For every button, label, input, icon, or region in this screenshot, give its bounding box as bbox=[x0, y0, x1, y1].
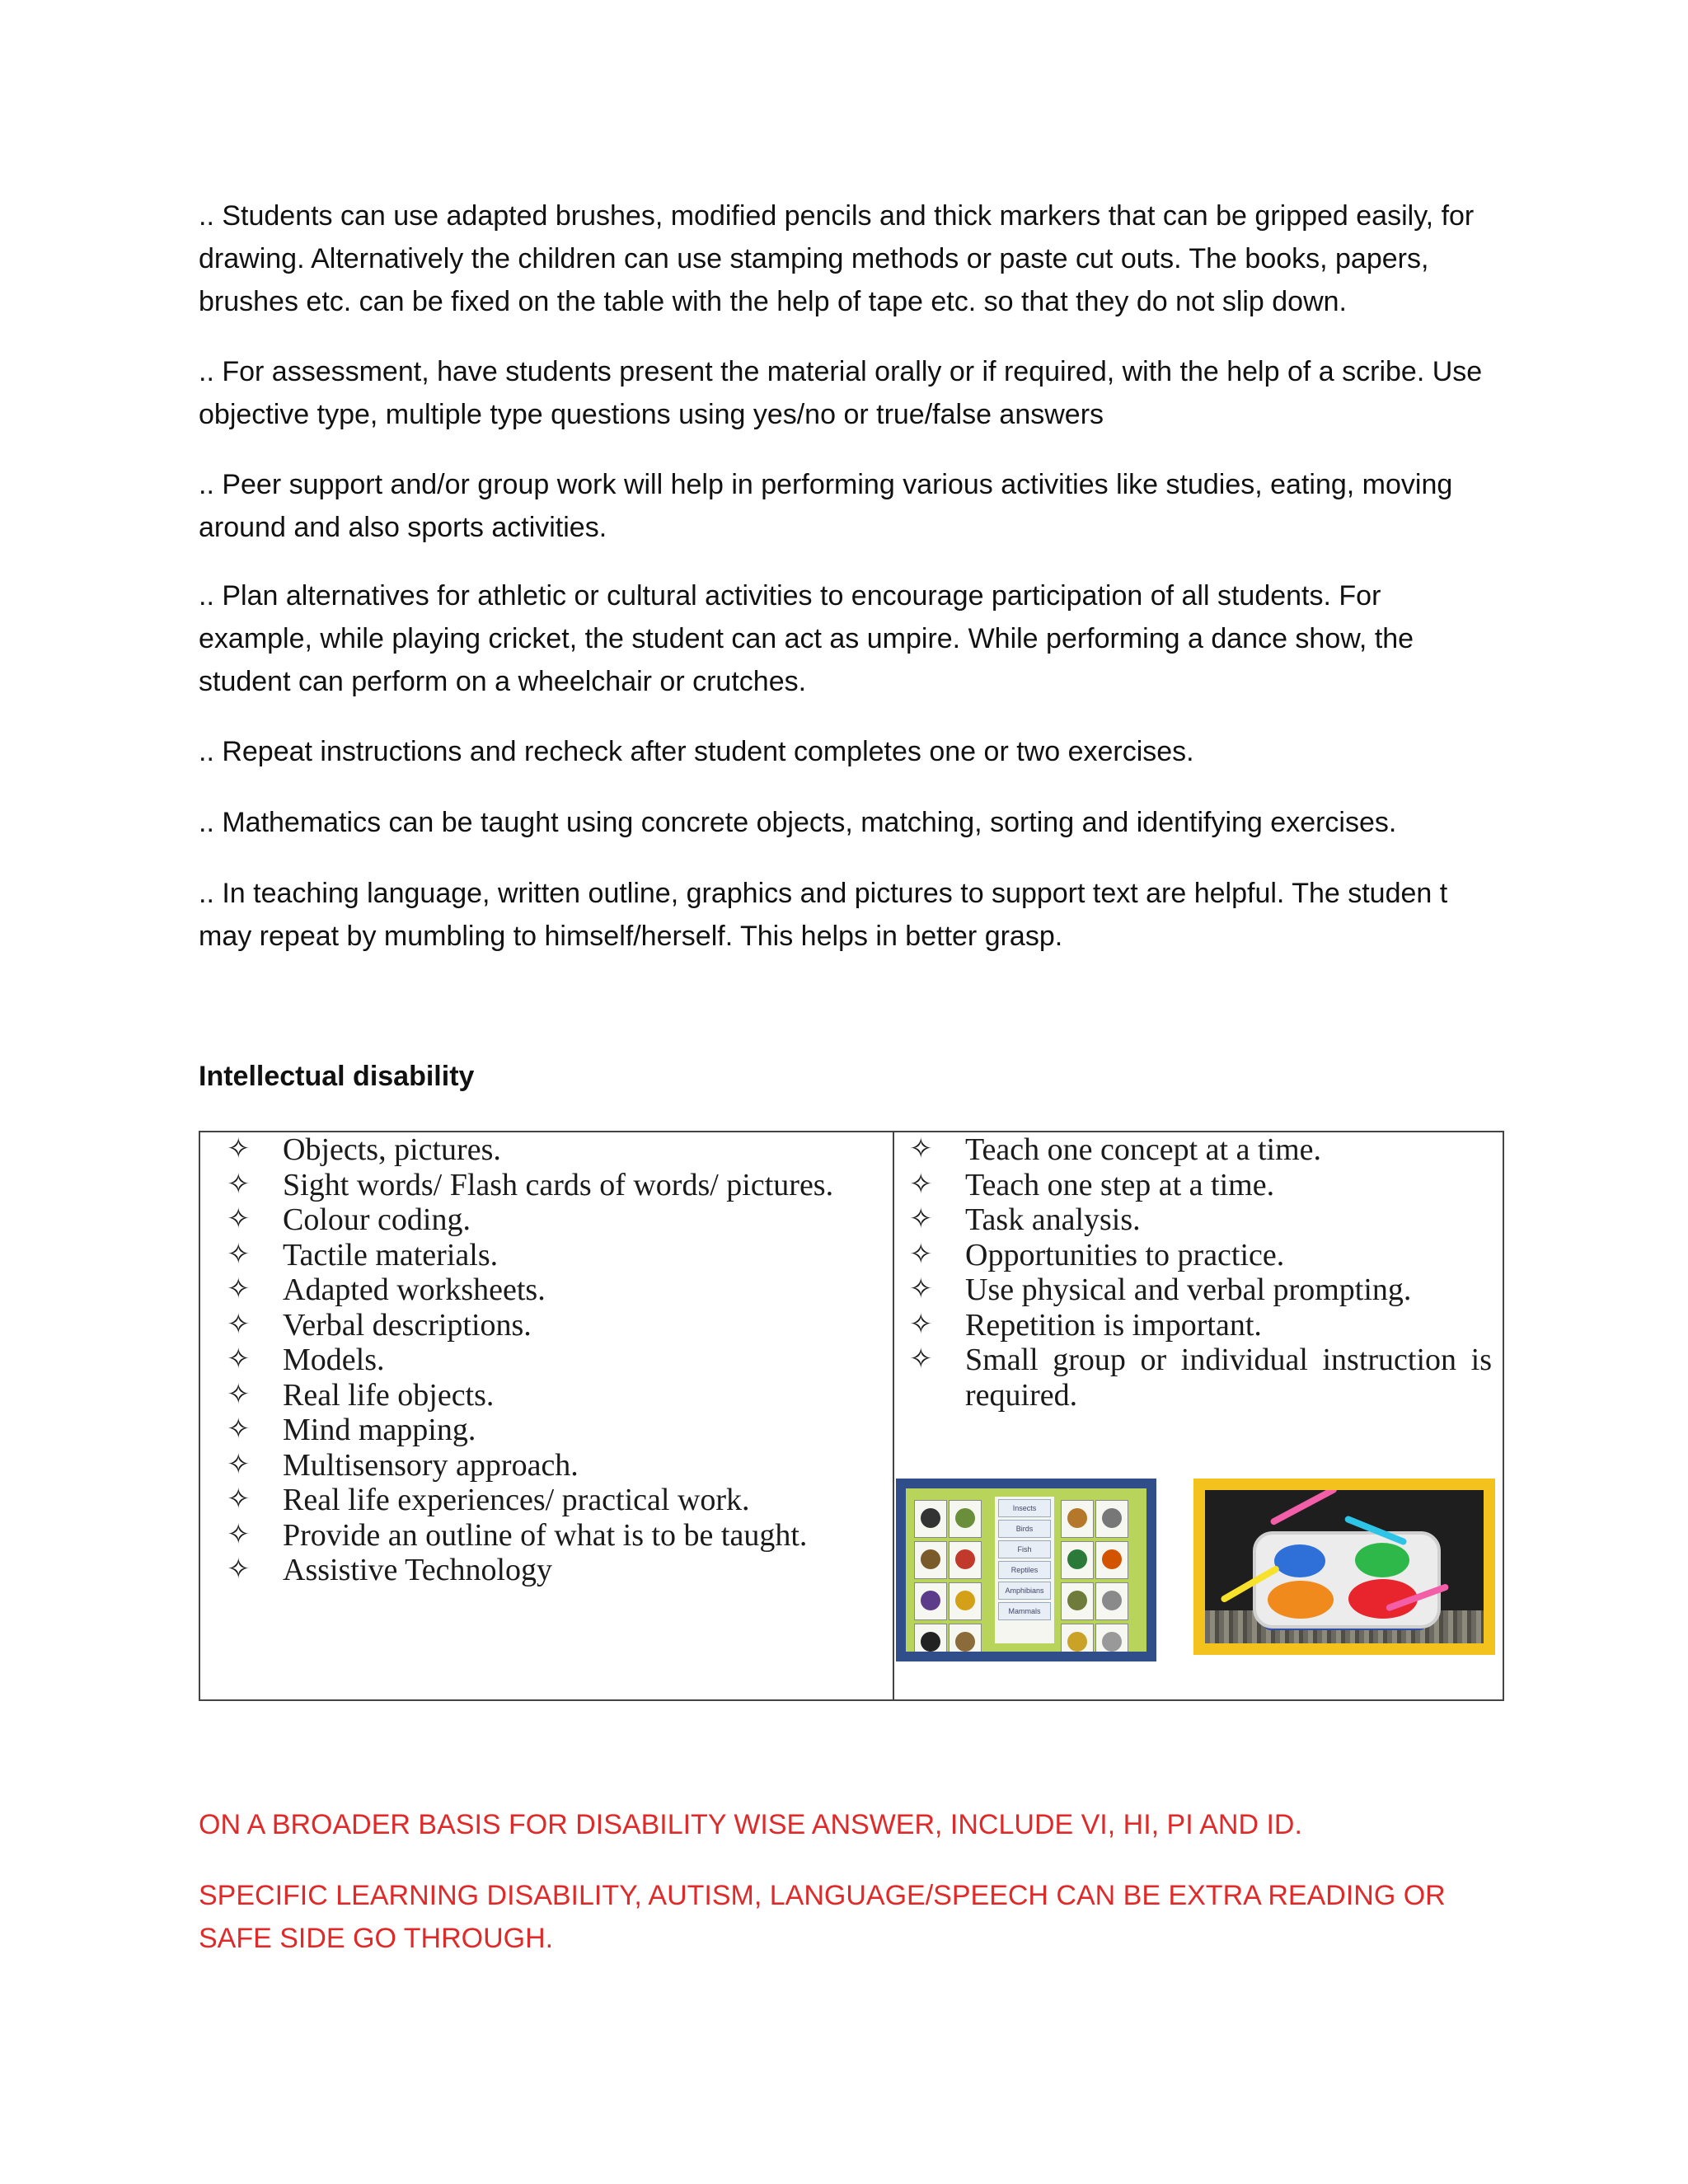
animal-classification-cards-image bbox=[896, 1479, 1156, 1661]
animal-card bbox=[1095, 1500, 1128, 1538]
paragraph-assessment: .. For assessment, have students present the material orally or if required, with the help of a scribe. Use objective type, multiple type questions using yes/no or true/false answers bbox=[199, 356, 1483, 430]
left-strategy-list bbox=[220, 1132, 879, 1588]
list-item: ✧ Objects, pictures. bbox=[227, 1132, 501, 1167]
list-item: ✧ Colour coding. bbox=[227, 1202, 471, 1237]
paragraph-plan-alternatives: .. Plan alternatives for athletic or cultural activities to encourage participation of all students. For example, while playing cricket, the student can act as umpire. While performing a dance show, the student can perform on a wheelchair or crutches. bbox=[199, 580, 1414, 697]
card-board bbox=[906, 1488, 1146, 1652]
note-extra-reading: SPECIFIC LEARNING DISABILITY, AUTISM, LANGUAGE/SPEECH CAN BE EXTRA READING OR SAFE SIDE GO THROUGH. bbox=[199, 1880, 1446, 1954]
list-item: ✧ Small group or individual instruction is required. bbox=[909, 1343, 1492, 1413]
list-item: ✧ Provide an outline of what is to be taught. bbox=[227, 1517, 808, 1553]
star-bullet-icon: ✧ bbox=[909, 1239, 933, 1270]
animal-card bbox=[949, 1582, 982, 1620]
animal-card bbox=[1061, 1624, 1094, 1652]
star-bullet-icon: ✧ bbox=[909, 1169, 933, 1200]
star-bullet-icon: ✧ bbox=[227, 1239, 251, 1270]
animal-card bbox=[914, 1500, 947, 1538]
animal-card bbox=[1061, 1541, 1094, 1579]
note-broader-basis: ON A BROADER BASIS FOR DISABILITY WISE ANSWER, INCLUDE VI, HI, PI AND ID. bbox=[199, 1809, 1302, 1840]
right-strategy-list bbox=[903, 1132, 1492, 1413]
star-bullet-icon: ✧ bbox=[227, 1344, 251, 1375]
animal-card bbox=[914, 1541, 947, 1579]
green-paint bbox=[1355, 1543, 1409, 1577]
list-item: ✧ Repetition is important. bbox=[909, 1307, 1262, 1343]
colour-sorting-tray-image bbox=[1193, 1479, 1495, 1655]
paint-tray bbox=[1253, 1531, 1441, 1629]
animal-card bbox=[1061, 1582, 1094, 1620]
animal-card bbox=[949, 1541, 982, 1579]
animal-card bbox=[1061, 1500, 1094, 1538]
orange-paint bbox=[1268, 1581, 1334, 1619]
star-bullet-icon: ✧ bbox=[909, 1309, 933, 1340]
list-item: ✧ Models. bbox=[227, 1343, 385, 1377]
animal-card bbox=[1095, 1582, 1128, 1620]
list-item: ✧ Multisensory approach. bbox=[227, 1447, 579, 1483]
tray-photo bbox=[1205, 1490, 1484, 1643]
star-bullet-icon: ✧ bbox=[227, 1519, 251, 1550]
paragraph-adapted-brushes: .. Students can use adapted brushes, modified pencils and thick markers that can be gripped easily, for drawing. Alternatively the children can use stamping methods or paste cut outs. The books, papers, brushes etc. can be fixed on the table with the help of tape etc. so that they do not slip down. bbox=[199, 200, 1475, 317]
animal-card bbox=[914, 1624, 947, 1652]
list-item: ✧ Sight words/ Flash cards of words/ pictures. bbox=[227, 1167, 834, 1202]
animal-card bbox=[1095, 1624, 1128, 1652]
list-item: ✧ Assistive Technology bbox=[227, 1553, 553, 1587]
category-labels: Insects Birds Fish Reptiles Amphibians Mammals bbox=[995, 1497, 1054, 1643]
list-item: ✧ Teach one step at a time. bbox=[909, 1167, 1275, 1202]
star-bullet-icon: ✧ bbox=[227, 1554, 251, 1585]
animal-card bbox=[914, 1582, 947, 1620]
list-item: ✧ Real life experiences/ practical work. bbox=[227, 1483, 750, 1517]
star-bullet-icon: ✧ bbox=[909, 1274, 933, 1305]
star-bullet-icon: ✧ bbox=[227, 1274, 251, 1305]
animal-card bbox=[1095, 1541, 1128, 1579]
list-item: ✧ Mind mapping. bbox=[227, 1413, 476, 1447]
star-bullet-icon: ✧ bbox=[909, 1204, 933, 1235]
paragraph-teaching-language: .. In teaching language, written outline, graphics and pictures to support text are helpful. The studen t may repeat by mumbling to himself/herself. This helps in better grasp. bbox=[199, 878, 1448, 952]
pink-stick bbox=[1269, 1490, 1338, 1526]
star-bullet-icon: ✧ bbox=[227, 1379, 251, 1410]
paragraph-repeat-instructions: .. Repeat instructions and recheck after student completes one or two exercises. bbox=[199, 736, 1194, 767]
list-item: ✧ Use physical and verbal prompting. bbox=[909, 1272, 1412, 1307]
list-item: ✧ Opportunities to practice. bbox=[909, 1237, 1285, 1272]
column-divider bbox=[893, 1132, 894, 1699]
star-bullet-icon: ✧ bbox=[909, 1344, 933, 1375]
paragraph-peer-support: .. Peer support and/or group work will help in performing various activities like studies, eating, moving around and also sports activities. bbox=[199, 469, 1453, 543]
list-item: ✧ Task analysis. bbox=[909, 1202, 1141, 1237]
paragraph-mathematics: .. Mathematics can be taught using concrete objects, matching, sorting and identifying exercises. bbox=[199, 807, 1397, 838]
star-bullet-icon: ✧ bbox=[227, 1169, 251, 1200]
list-item: ✧ Verbal descriptions. bbox=[227, 1307, 532, 1343]
star-bullet-icon: ✧ bbox=[227, 1414, 251, 1445]
blue-paint bbox=[1274, 1544, 1325, 1577]
list-item: ✧ Real life objects. bbox=[227, 1377, 495, 1413]
section-heading: Intellectual disability bbox=[199, 1061, 475, 1092]
star-bullet-icon: ✧ bbox=[227, 1134, 251, 1165]
animal-card bbox=[949, 1624, 982, 1652]
star-bullet-icon: ✧ bbox=[227, 1204, 251, 1235]
list-item: ✧ Teach one concept at a time. bbox=[909, 1132, 1322, 1167]
star-bullet-icon: ✧ bbox=[909, 1134, 933, 1165]
animal-card bbox=[949, 1500, 982, 1538]
star-bullet-icon: ✧ bbox=[227, 1309, 251, 1340]
star-bullet-icon: ✧ bbox=[227, 1449, 251, 1480]
list-item: ✧ Tactile materials. bbox=[227, 1237, 499, 1272]
star-bullet-icon: ✧ bbox=[227, 1484, 251, 1515]
strategies-table bbox=[199, 1131, 1504, 1701]
list-item: ✧ Adapted worksheets. bbox=[227, 1272, 546, 1307]
